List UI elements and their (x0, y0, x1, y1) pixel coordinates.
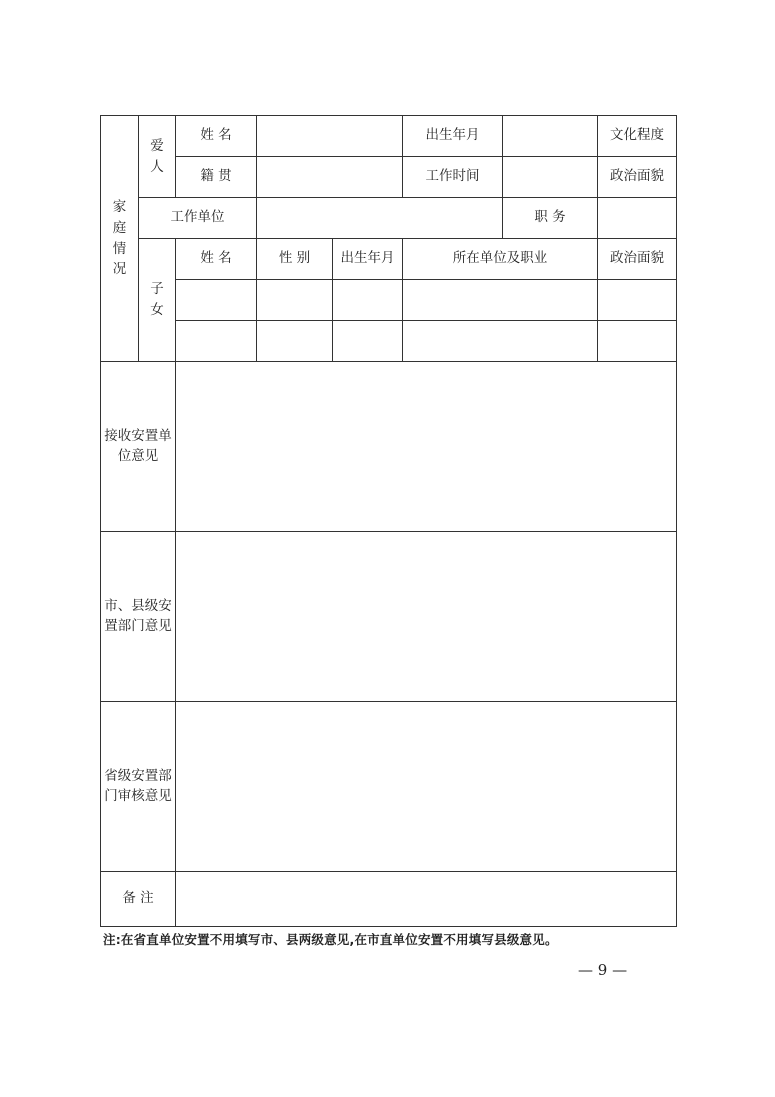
footnote: 注:在省直单位安置不用填写市、县两级意见,在市直单位安置不用填写县级意见。 (103, 932, 558, 947)
spouse-row-2 (101, 157, 677, 198)
child-gender-field[interactable] (257, 321, 333, 362)
children-header-gender: 性 别 (257, 239, 333, 280)
child-unit-field[interactable] (403, 280, 598, 321)
receiving-unit-field[interactable] (176, 362, 677, 532)
spouse-label-cell (139, 116, 176, 198)
spouse-origin-field[interactable] (257, 157, 403, 198)
spouse-name-label: 姓 名 (176, 116, 257, 157)
spouse-birth-label: 出生年月 (403, 116, 503, 157)
receiving-unit-label: 接收安置单位意见 (101, 362, 176, 532)
children-row (101, 321, 677, 362)
children-header-name: 姓 名 (176, 239, 257, 280)
spouse-position-label: 职 务 (503, 198, 598, 239)
family-label: 家庭情况 (112, 198, 127, 278)
page-number: — 9 — (578, 961, 628, 979)
spouse-label: 爱人 (150, 137, 164, 175)
child-birth-field[interactable] (333, 321, 403, 362)
spouse-position-field[interactable] (598, 198, 677, 239)
provincial-row (101, 702, 677, 872)
spouse-work-unit-field[interactable] (257, 198, 503, 239)
children-header-birth: 出生年月 (333, 239, 403, 280)
provincial-field[interactable] (176, 702, 677, 872)
remarks-row (101, 872, 677, 927)
family-label-cell (101, 116, 139, 362)
child-political-field[interactable] (598, 280, 677, 321)
placement-form-table (100, 115, 677, 927)
children-label-cell (139, 239, 176, 362)
spouse-work-unit-label: 工作单位 (139, 198, 257, 239)
receiving-unit-row (101, 362, 677, 532)
child-unit-field[interactable] (403, 321, 598, 362)
children-header-political: 政治面貌 (598, 239, 677, 280)
spouse-name-field[interactable] (257, 116, 403, 157)
remarks-field[interactable] (176, 872, 677, 927)
child-name-field[interactable] (176, 280, 257, 321)
child-political-field[interactable] (598, 321, 677, 362)
city-county-label: 市、县级安置部门意见 (101, 532, 176, 702)
spouse-work-time-label: 工作时间 (403, 157, 503, 198)
provincial-label: 省级安置部门审核意见 (101, 702, 176, 872)
city-county-row (101, 532, 677, 702)
spouse-row-1 (101, 116, 677, 157)
spouse-birth-field[interactable] (503, 116, 598, 157)
spouse-origin-label: 籍 贯 (176, 157, 257, 198)
child-gender-field[interactable] (257, 280, 333, 321)
child-birth-field[interactable] (333, 280, 403, 321)
children-header-row (101, 239, 677, 280)
spouse-row-3 (101, 198, 677, 239)
child-name-field[interactable] (176, 321, 257, 362)
city-county-field[interactable] (176, 532, 677, 702)
spouse-education-label: 文化程度 (598, 116, 677, 157)
children-header-unit: 所在单位及职业 (403, 239, 598, 280)
spouse-political-label: 政治面貌 (598, 157, 677, 198)
remarks-label: 备 注 (101, 872, 176, 927)
children-row (101, 280, 677, 321)
spouse-work-time-field[interactable] (503, 157, 598, 198)
children-label: 子女 (150, 281, 164, 318)
